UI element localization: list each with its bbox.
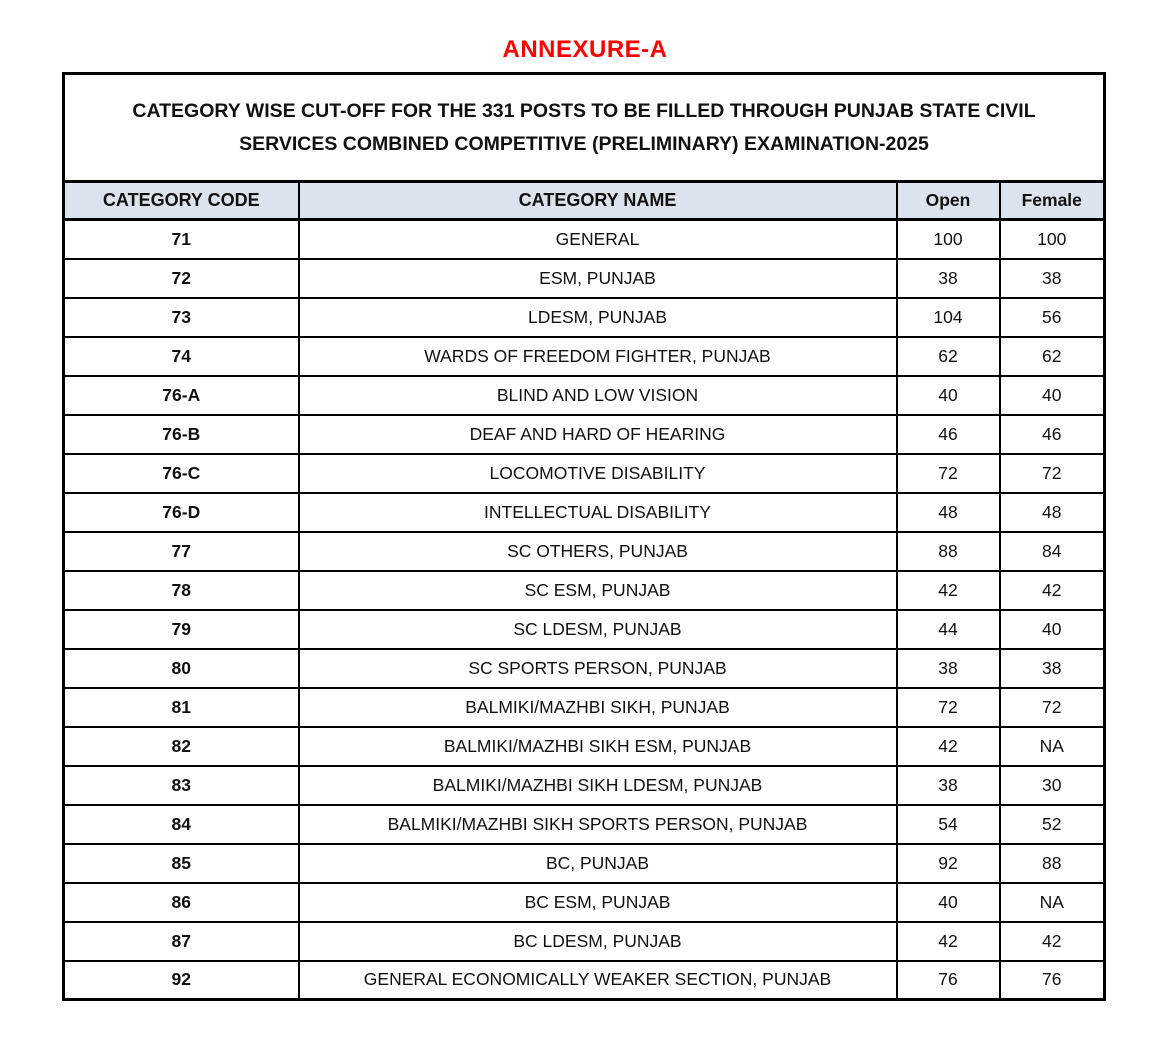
- female-cutoff-cell: 48: [1000, 493, 1105, 532]
- female-cutoff-cell: NA: [1000, 727, 1105, 766]
- open-cutoff-cell: 72: [897, 688, 1000, 727]
- female-cutoff-cell: 84: [1000, 532, 1105, 571]
- female-cutoff-cell: 40: [1000, 376, 1105, 415]
- category-name-cell: LDESM, PUNJAB: [299, 298, 897, 337]
- table-row: [64, 415, 1105, 454]
- table-caption-row: [64, 74, 1105, 182]
- open-cutoff-cell: 76: [897, 961, 1000, 1000]
- table-row: [64, 337, 1105, 376]
- category-code-cell: 86: [64, 883, 299, 922]
- category-code-cell: 80: [64, 649, 299, 688]
- category-name-cell: BLIND AND LOW VISION: [299, 376, 897, 415]
- category-name-cell: SC LDESM, PUNJAB: [299, 610, 897, 649]
- table-row: [64, 220, 1105, 259]
- category-name-cell: DEAF AND HARD OF HEARING: [299, 415, 897, 454]
- table-row: [64, 493, 1105, 532]
- female-cutoff-cell: 52: [1000, 805, 1105, 844]
- category-code-cell: 87: [64, 922, 299, 961]
- category-code-cell: 76-A: [64, 376, 299, 415]
- open-cutoff-cell: 38: [897, 766, 1000, 805]
- category-name-cell: SC SPORTS PERSON, PUNJAB: [299, 649, 897, 688]
- female-cutoff-cell: 46: [1000, 415, 1105, 454]
- female-cutoff-cell: 38: [1000, 649, 1105, 688]
- female-cutoff-cell: 88: [1000, 844, 1105, 883]
- open-cutoff-cell: 100: [897, 220, 1000, 259]
- table-row: [64, 688, 1105, 727]
- open-cutoff-cell: 38: [897, 259, 1000, 298]
- category-name-cell: SC OTHERS, PUNJAB: [299, 532, 897, 571]
- open-cutoff-cell: 40: [897, 376, 1000, 415]
- open-cutoff-cell: 62: [897, 337, 1000, 376]
- cutoff-table-body: [64, 74, 1105, 1000]
- open-cutoff-cell: 44: [897, 610, 1000, 649]
- table-row: [64, 805, 1105, 844]
- open-cutoff-cell: 92: [897, 844, 1000, 883]
- category-code-cell: 76-B: [64, 415, 299, 454]
- table-row: [64, 727, 1105, 766]
- female-cutoff-cell: NA: [1000, 883, 1105, 922]
- cutoff-table: [62, 72, 1106, 1001]
- category-name-cell: BC LDESM, PUNJAB: [299, 922, 897, 961]
- category-name-cell: BC, PUNJAB: [299, 844, 897, 883]
- open-cutoff-cell: 42: [897, 571, 1000, 610]
- open-cutoff-cell: 54: [897, 805, 1000, 844]
- open-cutoff-cell: 48: [897, 493, 1000, 532]
- annexure-heading: ANNEXURE-A: [502, 36, 668, 63]
- female-cutoff-cell: 100: [1000, 220, 1105, 259]
- table-row: [64, 922, 1105, 961]
- table-row: [64, 259, 1105, 298]
- category-code-cell: 81: [64, 688, 299, 727]
- category-code-cell: 92: [64, 961, 299, 1000]
- category-name-cell: BALMIKI/MAZHBI SIKH LDESM, PUNJAB: [299, 766, 897, 805]
- table-row: [64, 571, 1105, 610]
- category-name-cell: BALMIKI/MAZHBI SIKH SPORTS PERSON, PUNJAB: [299, 805, 897, 844]
- category-code-cell: 85: [64, 844, 299, 883]
- table-row: [64, 649, 1105, 688]
- category-code-cell: 76-C: [64, 454, 299, 493]
- female-cutoff-cell: 30: [1000, 766, 1105, 805]
- table-row: [64, 883, 1105, 922]
- open-cutoff-cell: 88: [897, 532, 1000, 571]
- female-cutoff-cell: 72: [1000, 454, 1105, 493]
- category-code-cell: 73: [64, 298, 299, 337]
- table-row: [64, 610, 1105, 649]
- category-code-cell: 76-D: [64, 493, 299, 532]
- female-cutoff-cell: 62: [1000, 337, 1105, 376]
- female-cutoff-cell: 38: [1000, 259, 1105, 298]
- table-caption: CATEGORY WISE CUT-OFF FOR THE 331 POSTS TO BE FILLED THROUGH PUNJAB STATE CIVIL SERVICES COMBINED COMPETITIVE (PRELIMINARY) EXAMINATION-2025: [64, 74, 1105, 182]
- open-cutoff-cell: 72: [897, 454, 1000, 493]
- category-code-cell: 84: [64, 805, 299, 844]
- category-name-cell: LOCOMOTIVE DISABILITY: [299, 454, 897, 493]
- table-row: [64, 298, 1105, 337]
- female-cutoff-cell: 42: [1000, 571, 1105, 610]
- female-cutoff-cell: 40: [1000, 610, 1105, 649]
- category-name-cell: INTELLECTUAL DISABILITY: [299, 493, 897, 532]
- open-cutoff-cell: 46: [897, 415, 1000, 454]
- category-name-cell: BALMIKI/MAZHBI SIKH, PUNJAB: [299, 688, 897, 727]
- category-name-cell: GENERAL ECONOMICALLY WEAKER SECTION, PUNJAB: [299, 961, 897, 1000]
- column-header-category-code: CATEGORY CODE: [64, 182, 299, 220]
- category-name-cell: SC ESM, PUNJAB: [299, 571, 897, 610]
- female-cutoff-cell: 56: [1000, 298, 1105, 337]
- category-code-cell: 78: [64, 571, 299, 610]
- category-code-cell: 83: [64, 766, 299, 805]
- female-cutoff-cell: 72: [1000, 688, 1105, 727]
- category-code-cell: 74: [64, 337, 299, 376]
- table-row: [64, 766, 1105, 805]
- category-name-cell: BC ESM, PUNJAB: [299, 883, 897, 922]
- female-cutoff-cell: 76: [1000, 961, 1105, 1000]
- female-cutoff-cell: 42: [1000, 922, 1105, 961]
- category-code-cell: 71: [64, 220, 299, 259]
- open-cutoff-cell: 42: [897, 727, 1000, 766]
- open-cutoff-cell: 104: [897, 298, 1000, 337]
- category-name-cell: WARDS OF FREEDOM FIGHTER, PUNJAB: [299, 337, 897, 376]
- table-row: [64, 961, 1105, 1000]
- table-header-row: [64, 182, 1105, 220]
- table-row: [64, 454, 1105, 493]
- column-header-open: Open: [897, 182, 1000, 220]
- category-code-cell: 82: [64, 727, 299, 766]
- category-code-cell: 77: [64, 532, 299, 571]
- category-code-cell: 79: [64, 610, 299, 649]
- category-code-cell: 72: [64, 259, 299, 298]
- open-cutoff-cell: 40: [897, 883, 1000, 922]
- table-row: [64, 532, 1105, 571]
- category-name-cell: BALMIKI/MAZHBI SIKH ESM, PUNJAB: [299, 727, 897, 766]
- open-cutoff-cell: 42: [897, 922, 1000, 961]
- category-name-cell: GENERAL: [299, 220, 897, 259]
- column-header-category-name: CATEGORY NAME: [299, 182, 897, 220]
- open-cutoff-cell: 38: [897, 649, 1000, 688]
- table-row: [64, 376, 1105, 415]
- category-name-cell: ESM, PUNJAB: [299, 259, 897, 298]
- column-header-female: Female: [1000, 182, 1105, 220]
- table-row: [64, 844, 1105, 883]
